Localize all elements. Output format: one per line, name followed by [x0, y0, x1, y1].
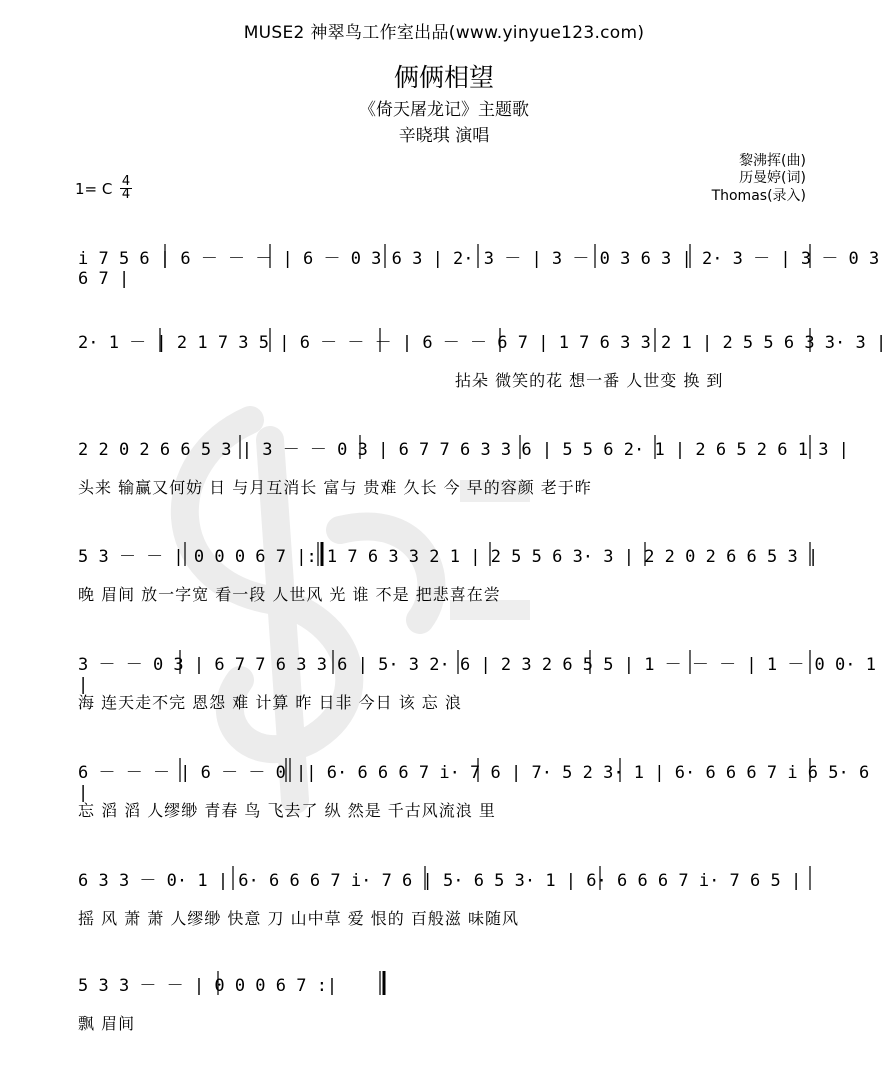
time-signature: [120, 176, 132, 201]
song-subtitle: 《倚天屠龙记》主题歌: [359, 100, 529, 120]
system-7-lyrics: 摇 风 萧 萧 人缪缈 快意 刀 山中草 爱 恨的 百般滋 味随风: [78, 909, 519, 928]
system-2-notes: 2· 1 － | 2 1 7 3 5 | 6 － － － | 6 － － 6 7 | 1 7 6 3 3 2 1 | 2 5 5 6 3 3· 3 |: [78, 333, 887, 353]
singer-credit: 辛晓琪 演唱: [398, 126, 490, 146]
transcriber-credit: Thomas(录入): [711, 188, 806, 204]
score-system-2: [0, 328, 888, 428]
system-7-notes: 6 3 3 － 0· 1 | 6· 6 6 6 7 i· 7 6 | 5· 6 5 3· 1 | 6· 6 6 6 7 i· 7 6 5 |: [78, 871, 802, 891]
score-system-4: [0, 542, 888, 642]
score-system-5: [0, 650, 888, 750]
system-5-lyrics: 海 连天走不完 恩怨 难 计算 昨 日非 今日 该 忘 浪: [78, 693, 462, 712]
lyricist-credit: 历曼婷(词): [739, 170, 806, 186]
score-system-7: [0, 866, 888, 966]
score-system-6: [0, 758, 888, 858]
system-6-notes: 6 － － － | 6 － － 0 || 6· 6 6 6 7 i· 7 6 | 7· 5 2 3· 1 | 6· 6 6 6 7 i 6 5· 6 |: [78, 763, 870, 803]
score-system-3: [0, 435, 888, 535]
system-1-notes: i 7 5 6 | 6 － － － | 6 － 0 3 6 3 | 2· 3 － | 3 － 0 3 6 3 | 2· 3 － | 3 － 0 3 6 7 |: [78, 249, 880, 289]
time-signature-top: 4: [121, 174, 131, 189]
system-2-lyrics: 拈朵 微笑的花 想一番 人世变 换 到: [455, 371, 724, 390]
system-3-notes: 2 2 0 2 6 6 5 3 | 3 － － 0 3 | 6 7 7 6 3 3 6 | 5 5 6 2· 1 | 2 6 5 2 6 1 3 |: [78, 440, 849, 460]
score-system-8: [0, 971, 888, 1071]
system-6-lyrics: 忘 滔 滔 人缪缈 青春 鸟 飞去了 纵 然是 千古风流浪 里: [78, 801, 496, 820]
system-4-notes: 5 3 － － | 0 0 0 6 7 |: 1 7 6 3 3 2 1 | 2 5 5 6 3· 3 | 2 2 0 2 6 6 5 3 |: [78, 547, 819, 567]
composer-credit: 黎沸挥(曲): [739, 153, 806, 169]
time-signature-bottom: 4: [121, 187, 131, 202]
system-5-notes: 3 － － 0 3 | 6 7 7 6 3 3 6 | 5· 3 2· 6 | 2 3 2 6 5 5 | 1 － － － | 1 － 0 0· 1 |: [78, 655, 876, 695]
publisher-header: MUSE2 神翠鸟工作室出品(www.yinyue123.com): [243, 23, 645, 43]
system-3-lyrics: 头来 输赢又何妨 日 与月互消长 富与 贵难 久长 今 早的容颜 老于昨: [78, 478, 592, 497]
system-8-lyrics: 飘 眉间: [78, 1014, 136, 1033]
system-4-lyrics: 晚 眉间 放一字宽 看一段 人世风 光 谁 不是 把悲喜在尝: [78, 585, 501, 604]
system-8-notes: 5 3 3 － － | 0 0 0 6 7 :|: [78, 976, 338, 996]
key-signature: 1= C: [75, 180, 113, 198]
song-title: 俩俩相望: [393, 63, 494, 92]
